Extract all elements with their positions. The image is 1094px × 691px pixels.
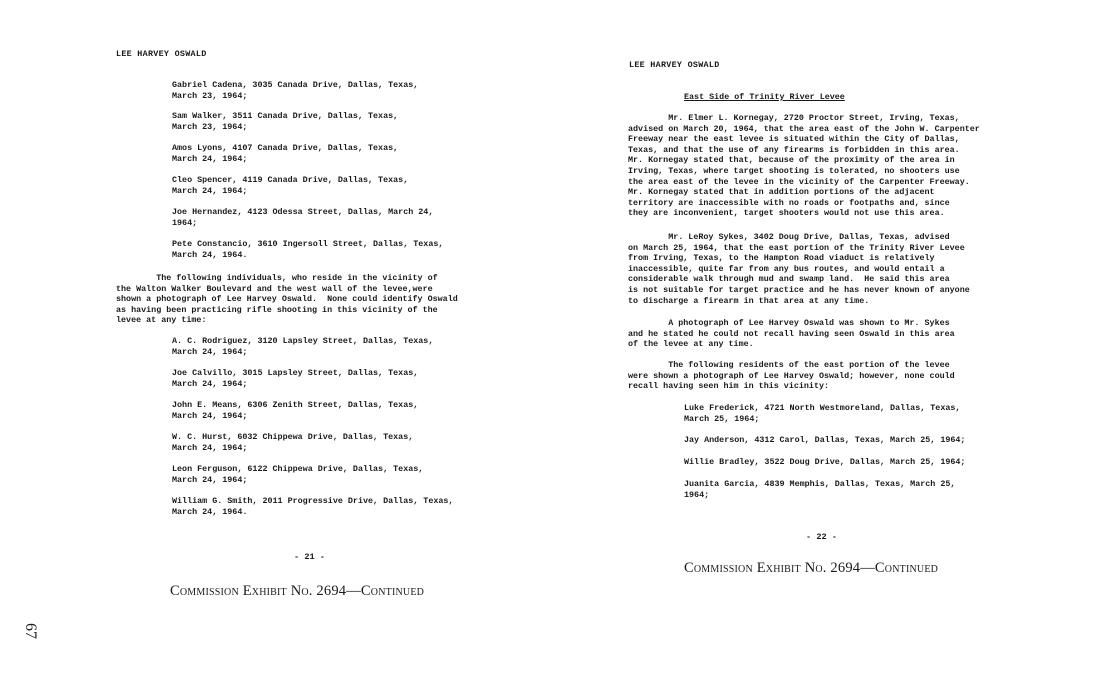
- paragraph-line: Mr. Kornegay stated that in addition portions of the adjacent: [628, 187, 935, 198]
- right-paragraph-photograph: [628, 318, 955, 350]
- paragraph-line: on March 25, 1964, that the east portion of the Trinity River Levee: [628, 242, 965, 253]
- paragraph-line: the area east of the levee in the vicinity of the Carpenter Freeway.: [628, 176, 970, 187]
- paragraph-line: levee at any time:: [116, 315, 207, 326]
- right-header: LEE HARVEY OSWALD: [629, 60, 720, 70]
- entry-line: Leon Ferguson, 6122 Chippewa Drive, Dallas, Texas,: [172, 464, 424, 474]
- left-top-entry: [172, 143, 398, 164]
- left-bottom-entry: [172, 496, 453, 517]
- entry-line: Amos Lyons, 4107 Canada Drive, Dallas, Texas,: [172, 143, 399, 153]
- entry-line: William G. Smith, 2011 Progressive Drive, Dallas, Texas,: [172, 496, 454, 506]
- entry-line: March 24, 1964;: [172, 185, 248, 196]
- left-bottom-entry: [172, 464, 423, 485]
- entry-line: 1964;: [172, 217, 198, 228]
- entry-line: Pete Constancio, 3610 Ingersoll Street, Dallas, Texas,: [172, 239, 444, 249]
- entry-line: Jay Anderson, 4312 Carol, Dallas, Texas, March 25, 1964;: [684, 435, 966, 445]
- left-top-entry: [172, 111, 398, 132]
- right-page-number: - 22 -: [806, 532, 837, 542]
- side-page-number: 67: [22, 623, 39, 639]
- right-paragraph-sykes: [628, 232, 970, 306]
- paragraph-line: A photograph of Lee Harvey Oswald was shown to Mr. Sykes: [628, 318, 950, 328]
- entry-line: Gabriel Cadena, 3035 Canada Drive, Dallas, Texas,: [172, 80, 419, 90]
- paragraph-line: Mr. Kornegay stated that, because of the proximity of the area in: [628, 155, 955, 166]
- section-title: East Side of Trinity River Levee: [684, 92, 845, 102]
- right-paragraph-residents: [628, 360, 955, 392]
- paragraph-line: Mr. LeRoy Sykes, 3402 Doug Drive, Dallas, Texas, advised: [628, 232, 950, 242]
- entry-line: March 24, 1964.: [172, 249, 248, 260]
- entry-line: W. C. Hurst, 6032 Chippewa Drive, Dallas, Texas,: [172, 432, 414, 442]
- entry-line: Juanita Garcia, 4839 Memphis, Dallas, Texas, March 25,: [684, 479, 956, 489]
- entry-line: Sam Walker, 3511 Canada Drive, Dallas, Texas,: [172, 111, 399, 121]
- entry-line: Luke Frederick, 4721 North Westmoreland, Dallas, Texas,: [684, 403, 961, 413]
- left-bottom-entry: [172, 432, 413, 453]
- left-bottom-entry: [172, 368, 418, 389]
- paragraph-line: The following residents of the east portion of the levee: [628, 360, 950, 370]
- entry-line: March 24, 1964;: [172, 442, 248, 453]
- entry-line: March 24, 1964;: [172, 474, 248, 485]
- left-page-number: - 21 -: [294, 552, 325, 562]
- paragraph-line: The following individuals, who reside in the vicinity of: [116, 273, 438, 283]
- right-entry: [684, 403, 960, 424]
- paragraph-line: is not suitable for target practice and he has never known of anyone: [628, 284, 970, 295]
- paragraph-line: the Walton Walker Boulevard and the west wall of the levee,were: [116, 283, 433, 294]
- entry-line: Joe Calvillo, 3015 Lapsley Street, Dallas, Texas,: [172, 368, 419, 378]
- right-caption: Commission Exhibit No. 2694—Continued: [684, 560, 939, 576]
- entry-line: Willie Bradley, 3522 Doug Drive, Dallas, March 25, 1964;: [684, 457, 966, 467]
- paragraph-line: recall having seen him in this vicinity:: [628, 381, 830, 392]
- paragraph-line: Texas, and that the use of any firearms is forbidden in this area.: [628, 144, 960, 155]
- right-entry: [684, 479, 955, 500]
- left-caption: Commission Exhibit No. 2694—Continued: [170, 583, 425, 599]
- entry-line: Joe Hernandez, 4123 Odessa Street, Dallas, March 24,: [172, 207, 434, 217]
- paragraph-line: they are inconvenient, target shooters would not use this area.: [628, 208, 945, 219]
- paragraph-line: of the levee at any time.: [628, 339, 754, 350]
- entry-line: March 23, 1964;: [172, 90, 248, 101]
- paragraph-line: shown a photograph of Lee Harvey Oswald. None could identify Oswald: [116, 294, 458, 305]
- paragraph-line: considerable walk through mud and swamp land. He said this area: [628, 274, 950, 285]
- paragraph-line: as having been practicing rifle shooting in this vicinity of the: [116, 304, 438, 315]
- paragraph-line: inaccessible, quite far from any bus routes, and would entail a: [628, 263, 945, 274]
- paragraph-line: from Irving, Texas, to the Hampton Road viaduct is relatively: [628, 253, 935, 264]
- right-paragraph-kornegay: [628, 113, 980, 219]
- entry-line: March 24, 1964;: [172, 346, 248, 357]
- paragraph-line: territory are inaccessible with no roads or footpaths and, since: [628, 197, 950, 208]
- paragraph-line: advised on March 20, 1964, that the area east of the John W. Carpenter: [628, 123, 980, 134]
- right-entry: [684, 435, 965, 446]
- left-header: LEE HARVEY OSWALD: [116, 49, 207, 59]
- entry-line: 1964;: [684, 489, 710, 500]
- left-top-entry: [172, 175, 408, 196]
- entry-line: March 24, 1964;: [172, 410, 248, 421]
- entry-line: John E. Means, 6306 Zenith Street, Dallas, Texas,: [172, 400, 419, 410]
- entry-line: A. C. Rodriguez, 3120 Lapsley Street, Dallas, Texas,: [172, 336, 434, 346]
- paragraph-line: Irving, Texas, where target shooting is tolerated, no shooters use: [628, 165, 960, 176]
- paragraph-line: to discharge a firearm in that area at any time.: [628, 295, 870, 306]
- paragraph-line: Freeway near the east levee is situated within the City of Dallas,: [628, 134, 960, 145]
- paragraph-line: and he stated he could not recall having seen Oswald in this area: [628, 328, 955, 339]
- entry-line: Cleo Spencer, 4119 Canada Drive, Dallas, Texas,: [172, 175, 409, 185]
- entry-line: March 24, 1964;: [172, 153, 248, 164]
- left-bottom-entry: [172, 336, 433, 357]
- entry-line: March 24, 1964;: [172, 378, 248, 389]
- entry-line: March 24, 1964.: [172, 506, 248, 517]
- entry-line: March 23, 1964;: [172, 121, 248, 132]
- left-paragraph: [116, 273, 458, 326]
- entry-line: March 25, 1964;: [684, 413, 760, 424]
- left-top-entry: [172, 239, 443, 260]
- left-top-entry: [172, 80, 418, 101]
- right-entry: [684, 457, 965, 468]
- paragraph-line: were shown a photograph of Lee Harvey Oswald; however, none could: [628, 370, 955, 381]
- paragraph-line: Mr. Elmer L. Kornegay, 2720 Proctor Street, Irving, Texas,: [628, 113, 960, 123]
- left-top-entry: [172, 207, 433, 228]
- left-bottom-entry: [172, 400, 418, 421]
